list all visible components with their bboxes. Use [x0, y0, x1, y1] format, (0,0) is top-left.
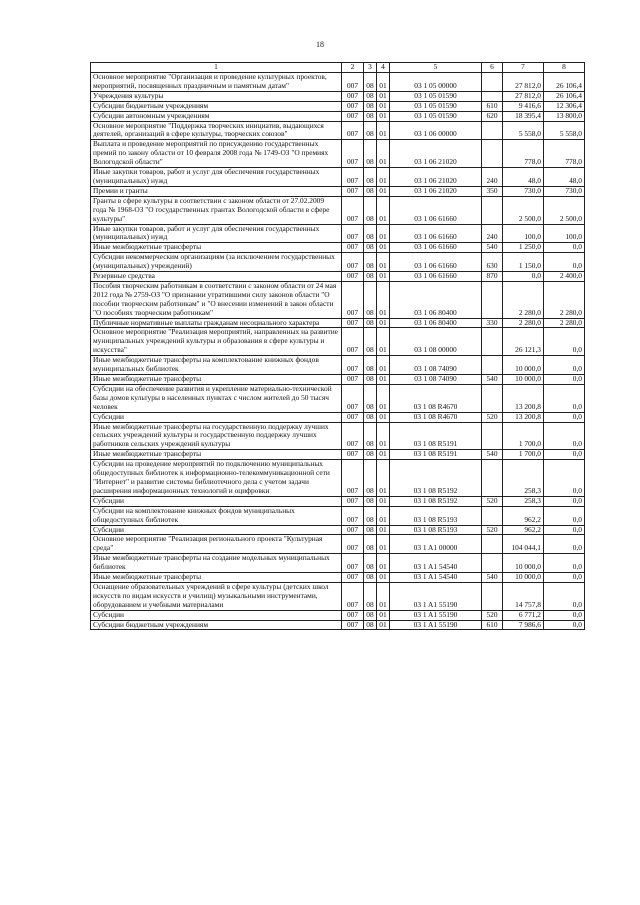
- table-row: [91, 168, 585, 187]
- row-name-cell: Премии и гранты: [91, 186, 342, 196]
- row-name-cell: Субсидии на комплектование книжных фондов муниципальных общедоступных библиотек: [91, 506, 342, 525]
- ministry-code-cell: 007: [342, 356, 364, 375]
- column-header: 4: [377, 63, 390, 73]
- expense-type-cell: 540: [482, 450, 503, 460]
- amount-year2-cell: 0,0: [544, 422, 585, 450]
- expense-type-cell: [482, 73, 503, 92]
- amount-year1-cell: 13 200,8: [503, 384, 544, 412]
- subsection-code-cell: 01: [377, 73, 390, 92]
- table-row: [91, 496, 585, 506]
- subsection-code-cell: 01: [377, 450, 390, 460]
- subsection-code-cell: 01: [377, 375, 390, 385]
- amount-year1-cell: 2 500,0: [503, 196, 544, 224]
- amount-year2-cell: 0,0: [544, 535, 585, 554]
- row-name-cell: Субсидии бюджетным учреждениям: [91, 620, 342, 630]
- section-code-cell: 08: [364, 328, 377, 356]
- section-code-cell: 08: [364, 196, 377, 224]
- amount-year2-cell: 0,0: [544, 356, 585, 375]
- subsection-code-cell: 01: [377, 422, 390, 450]
- expense-type-cell: 540: [482, 573, 503, 583]
- target-article-cell: 03 1 08 74090: [390, 375, 482, 385]
- section-code-cell: 08: [364, 582, 377, 610]
- target-article-cell: 03 1 08 R5191: [390, 422, 482, 450]
- subsection-code-cell: 01: [377, 111, 390, 121]
- subsection-code-cell: 01: [377, 318, 390, 328]
- section-code-cell: 08: [364, 91, 377, 101]
- ministry-code-cell: 007: [342, 186, 364, 196]
- ministry-code-cell: 007: [342, 121, 364, 140]
- subsection-code-cell: 01: [377, 525, 390, 535]
- target-article-cell: 03 1 06 21020: [390, 168, 482, 187]
- subsection-code-cell: 01: [377, 272, 390, 282]
- amount-year1-cell: 1 700,0: [503, 450, 544, 460]
- target-article-cell: 03 1 08 R5193: [390, 506, 482, 525]
- target-article-cell: 03 1 06 00000: [390, 121, 482, 140]
- section-code-cell: 08: [364, 186, 377, 196]
- amount-year2-cell: 0,0: [544, 554, 585, 573]
- amount-year2-cell: 0,0: [544, 620, 585, 630]
- expense-type-cell: 240: [482, 168, 503, 187]
- subsection-code-cell: 01: [377, 412, 390, 422]
- amount-year2-cell: 2 500,0: [544, 196, 585, 224]
- table-row: [91, 328, 585, 356]
- target-article-cell: 03 1 A1 54540: [390, 573, 482, 583]
- amount-year2-cell: 100,0: [544, 224, 585, 243]
- ministry-code-cell: 007: [342, 460, 364, 497]
- column-header: 2: [342, 63, 364, 73]
- amount-year1-cell: 0,0: [503, 272, 544, 282]
- table-row: [91, 318, 585, 328]
- section-code-cell: 08: [364, 243, 377, 253]
- page-number: 18: [316, 40, 324, 49]
- row-name-cell: Субсидии: [91, 496, 342, 506]
- expense-type-cell: 240: [482, 224, 503, 243]
- row-name-cell: Иные закупки товаров, работ и услуг для обеспечения государственных (муниципальных) нужд: [91, 224, 342, 243]
- amount-year1-cell: 2 280,0: [503, 318, 544, 328]
- row-name-cell: Субсидии: [91, 412, 342, 422]
- table-row: [91, 535, 585, 554]
- amount-year1-cell: 48,0: [503, 168, 544, 187]
- table-row: [91, 281, 585, 318]
- target-article-cell: 03 1 06 21020: [390, 140, 482, 168]
- row-name-cell: Учреждения культуры: [91, 91, 342, 101]
- row-name-cell: Основное мероприятие "Поддержка творческих инициатив, выдающихся деятелей, организаций в сфере культуры, творческих союзов": [91, 121, 342, 140]
- expense-type-cell: 630: [482, 253, 503, 272]
- ministry-code-cell: 007: [342, 253, 364, 272]
- amount-year1-cell: 104 044,1: [503, 535, 544, 554]
- ministry-code-cell: 007: [342, 525, 364, 535]
- subsection-code-cell: 01: [377, 573, 390, 583]
- table-row: [91, 506, 585, 525]
- section-code-cell: 08: [364, 620, 377, 630]
- target-article-cell: 03 1 A1 55190: [390, 610, 482, 620]
- amount-year2-cell: 0,0: [544, 375, 585, 385]
- amount-year1-cell: 9 416,6: [503, 101, 544, 111]
- amount-year1-cell: 1 150,0: [503, 253, 544, 272]
- target-article-cell: 03 1 08 R4670: [390, 384, 482, 412]
- column-header: 5: [390, 63, 482, 73]
- table-row: [91, 554, 585, 573]
- amount-year2-cell: 0,0: [544, 384, 585, 412]
- subsection-code-cell: 01: [377, 506, 390, 525]
- table-row: [91, 111, 585, 121]
- subsection-code-cell: 01: [377, 496, 390, 506]
- table-row: [91, 243, 585, 253]
- section-code-cell: 08: [364, 573, 377, 583]
- row-name-cell: Основное мероприятие "Реализация регионального проекта "Культурная среда": [91, 535, 342, 554]
- ministry-code-cell: 007: [342, 140, 364, 168]
- table-row: [91, 121, 585, 140]
- ministry-code-cell: 007: [342, 506, 364, 525]
- row-name-cell: Иные межбюджетные трансферты: [91, 243, 342, 253]
- target-article-cell: 03 1 06 61660: [390, 196, 482, 224]
- ministry-code-cell: 007: [342, 573, 364, 583]
- subsection-code-cell: 01: [377, 620, 390, 630]
- table-row: [91, 460, 585, 497]
- row-name-cell: Основное мероприятие "Реализация мероприятий, направленных на развитие муниципальных учреждений культуры и образования в сфере культуры и искусства": [91, 328, 342, 356]
- table-row: [91, 196, 585, 224]
- ministry-code-cell: 007: [342, 412, 364, 422]
- amount-year2-cell: 0,0: [544, 328, 585, 356]
- table-row: [91, 186, 585, 196]
- amount-year2-cell: 2 400,0: [544, 272, 585, 282]
- row-name-cell: Субсидии: [91, 525, 342, 535]
- amount-year1-cell: 258,3: [503, 460, 544, 497]
- row-name-cell: Иные закупки товаров, работ и услуг для обеспечения государственных (муниципальных) нужд: [91, 168, 342, 187]
- amount-year2-cell: 12 306,4: [544, 101, 585, 111]
- ministry-code-cell: 007: [342, 535, 364, 554]
- target-article-cell: 03 1 08 R5193: [390, 525, 482, 535]
- amount-year2-cell: 730,0: [544, 186, 585, 196]
- amount-year2-cell: 26 106,4: [544, 73, 585, 92]
- section-code-cell: 08: [364, 253, 377, 272]
- amount-year1-cell: 10 000,0: [503, 554, 544, 573]
- ministry-code-cell: 007: [342, 554, 364, 573]
- row-name-cell: Субсидии на обеспечение развития и укрепление материально-технической базы домов культуры в населенных пунктах с числом жителей до 50 тысяч человек: [91, 384, 342, 412]
- target-article-cell: 03 1 A1 54540: [390, 554, 482, 573]
- table-row: [91, 101, 585, 111]
- ministry-code-cell: 007: [342, 496, 364, 506]
- row-name-cell: Иные межбюджетные трансферты на комплектование книжных фондов муниципальных библиотек: [91, 356, 342, 375]
- section-code-cell: 08: [364, 272, 377, 282]
- expense-type-cell: [482, 506, 503, 525]
- expense-type-cell: [482, 582, 503, 610]
- amount-year2-cell: 0,0: [544, 525, 585, 535]
- row-name-cell: Гранты в сфере культуры в соответствии с законом области от 27.02.2009 года № 1968-ОЗ "О государственных грантах Вологодской области в сфере культуры": [91, 196, 342, 224]
- expense-type-cell: [482, 460, 503, 497]
- expense-type-cell: 350: [482, 186, 503, 196]
- subsection-code-cell: 01: [377, 186, 390, 196]
- amount-year1-cell: 27 812,0: [503, 91, 544, 101]
- section-code-cell: 08: [364, 121, 377, 140]
- subsection-code-cell: 01: [377, 121, 390, 140]
- row-name-cell: Субсидии автономным учреждениям: [91, 111, 342, 121]
- column-header: 7: [503, 63, 544, 73]
- section-code-cell: 08: [364, 422, 377, 450]
- expense-type-cell: [482, 356, 503, 375]
- target-article-cell: 03 1 08 00000: [390, 328, 482, 356]
- amount-year2-cell: 0,0: [544, 450, 585, 460]
- section-code-cell: 08: [364, 356, 377, 375]
- table-row: [91, 620, 585, 630]
- amount-year2-cell: 0,0: [544, 496, 585, 506]
- expense-type-cell: [482, 281, 503, 318]
- target-article-cell: 03 1 A1 55190: [390, 582, 482, 610]
- column-number-header-row: [91, 63, 585, 73]
- ministry-code-cell: 007: [342, 384, 364, 412]
- section-code-cell: 08: [364, 140, 377, 168]
- ministry-code-cell: 007: [342, 111, 364, 121]
- row-name-cell: Резервные средства: [91, 272, 342, 282]
- amount-year2-cell: 26 106,4: [544, 91, 585, 101]
- expense-type-cell: 540: [482, 375, 503, 385]
- amount-year2-cell: 48,0: [544, 168, 585, 187]
- ministry-code-cell: 007: [342, 620, 364, 630]
- expense-type-cell: 610: [482, 620, 503, 630]
- amount-year2-cell: 778,0: [544, 140, 585, 168]
- amount-year1-cell: 6 771,2: [503, 610, 544, 620]
- section-code-cell: 08: [364, 375, 377, 385]
- subsection-code-cell: 01: [377, 535, 390, 554]
- ministry-code-cell: 007: [342, 582, 364, 610]
- subsection-code-cell: 01: [377, 101, 390, 111]
- amount-year1-cell: 1 250,0: [503, 243, 544, 253]
- subsection-code-cell: 01: [377, 356, 390, 375]
- amount-year1-cell: 18 395,4: [503, 111, 544, 121]
- target-article-cell: 03 1 06 80400: [390, 281, 482, 318]
- target-article-cell: 03 1 06 61660: [390, 243, 482, 253]
- expense-type-cell: [482, 121, 503, 140]
- ministry-code-cell: 007: [342, 196, 364, 224]
- amount-year2-cell: 0,0: [544, 610, 585, 620]
- amount-year1-cell: 258,3: [503, 496, 544, 506]
- table-row: [91, 450, 585, 460]
- ministry-code-cell: 007: [342, 375, 364, 385]
- target-article-cell: 03 1 08 R5192: [390, 460, 482, 497]
- row-name-cell: Субсидии: [91, 610, 342, 620]
- section-code-cell: 08: [364, 554, 377, 573]
- section-code-cell: 08: [364, 525, 377, 535]
- section-code-cell: 08: [364, 450, 377, 460]
- amount-year1-cell: 962,2: [503, 506, 544, 525]
- row-name-cell: Иные межбюджетные трансферты: [91, 573, 342, 583]
- amount-year2-cell: 0,0: [544, 253, 585, 272]
- amount-year1-cell: 13 200,8: [503, 412, 544, 422]
- target-article-cell: 03 1 06 80400: [390, 318, 482, 328]
- amount-year2-cell: 2 280,0: [544, 318, 585, 328]
- table-row: [91, 422, 585, 450]
- subsection-code-cell: 01: [377, 224, 390, 243]
- expense-type-cell: 610: [482, 101, 503, 111]
- ministry-code-cell: 007: [342, 328, 364, 356]
- amount-year2-cell: 2 280,0: [544, 281, 585, 318]
- table-row: [91, 253, 585, 272]
- expense-type-cell: [482, 140, 503, 168]
- table-row: [91, 582, 585, 610]
- target-article-cell: 03 1 05 01590: [390, 91, 482, 101]
- amount-year2-cell: 0,0: [544, 412, 585, 422]
- amount-year2-cell: 0,0: [544, 506, 585, 525]
- amount-year1-cell: 14 757,8: [503, 582, 544, 610]
- column-header: 3: [364, 63, 377, 73]
- expense-type-cell: 620: [482, 111, 503, 121]
- section-code-cell: 08: [364, 460, 377, 497]
- subsection-code-cell: 01: [377, 243, 390, 253]
- amount-year2-cell: 0,0: [544, 573, 585, 583]
- section-code-cell: 08: [364, 168, 377, 187]
- ministry-code-cell: 007: [342, 224, 364, 243]
- target-article-cell: 03 1 05 01590: [390, 111, 482, 121]
- table-row: [91, 384, 585, 412]
- ministry-code-cell: 007: [342, 318, 364, 328]
- ministry-code-cell: 007: [342, 272, 364, 282]
- subsection-code-cell: 01: [377, 582, 390, 610]
- subsection-code-cell: 01: [377, 328, 390, 356]
- expense-type-cell: 520: [482, 610, 503, 620]
- expense-type-cell: [482, 91, 503, 101]
- expense-type-cell: 330: [482, 318, 503, 328]
- table-row: [91, 356, 585, 375]
- row-name-cell: Основное мероприятие "Организация и проведение культурных проектов, мероприятий, посвященных праздничным и памятным датам": [91, 73, 342, 92]
- target-article-cell: 03 1 06 61660: [390, 224, 482, 243]
- ministry-code-cell: 007: [342, 168, 364, 187]
- row-name-cell: Иные межбюджетные трансферты на государственную поддержку лучших сельских учреждений культуры и государственную поддержку лучших работников сельских учреждений культуры: [91, 422, 342, 450]
- expense-type-cell: 520: [482, 525, 503, 535]
- target-article-cell: 03 1 08 R4670: [390, 412, 482, 422]
- table-row: [91, 73, 585, 92]
- row-name-cell: Публичные нормативные выплаты гражданам несоциального характера: [91, 318, 342, 328]
- table-row: [91, 272, 585, 282]
- row-name-cell: Пособия творческим работникам в соответствии с законом области от 24 мая 2012 года № 2759-ОЗ "О признании утратившими силу законов области "О пособии творческим работникам" и "О внесении изменений в закон области "О пособиях творческим работникам": [91, 281, 342, 318]
- table-row: [91, 412, 585, 422]
- section-code-cell: 08: [364, 73, 377, 92]
- target-article-cell: 03 1 05 01590: [390, 101, 482, 111]
- subsection-code-cell: 01: [377, 610, 390, 620]
- ministry-code-cell: 007: [342, 422, 364, 450]
- subsection-code-cell: 01: [377, 168, 390, 187]
- expense-type-cell: [482, 328, 503, 356]
- amount-year1-cell: 5 558,0: [503, 121, 544, 140]
- amount-year2-cell: 0,0: [544, 460, 585, 497]
- amount-year1-cell: 778,0: [503, 140, 544, 168]
- target-article-cell: 03 1 08 R5191: [390, 450, 482, 460]
- amount-year1-cell: 1 700,0: [503, 422, 544, 450]
- subsection-code-cell: 01: [377, 91, 390, 101]
- target-article-cell: 03 1 06 61660: [390, 272, 482, 282]
- amount-year1-cell: 10 000,0: [503, 375, 544, 385]
- amount-year1-cell: 7 986,6: [503, 620, 544, 630]
- target-article-cell: 03 1 A1 00000: [390, 535, 482, 554]
- section-code-cell: 08: [364, 535, 377, 554]
- table-row: [91, 140, 585, 168]
- amount-year1-cell: 10 000,0: [503, 356, 544, 375]
- row-name-cell: Иные межбюджетные трансферты: [91, 375, 342, 385]
- section-code-cell: 08: [364, 101, 377, 111]
- row-name-cell: Иные межбюджетные трансферты на создание модельных муниципальных библиотек: [91, 554, 342, 573]
- ministry-code-cell: 007: [342, 610, 364, 620]
- table-row: [91, 91, 585, 101]
- amount-year1-cell: 10 000,0: [503, 573, 544, 583]
- amount-year1-cell: 730,0: [503, 186, 544, 196]
- amount-year2-cell: 5 558,0: [544, 121, 585, 140]
- table-row: [91, 224, 585, 243]
- section-code-cell: 08: [364, 224, 377, 243]
- table-row: [91, 610, 585, 620]
- row-name-cell: Иные межбюджетные трансферты: [91, 450, 342, 460]
- amount-year1-cell: 962,2: [503, 525, 544, 535]
- amount-year1-cell: 26 121,3: [503, 328, 544, 356]
- target-article-cell: 03 1 08 R5192: [390, 496, 482, 506]
- subsection-code-cell: 01: [377, 196, 390, 224]
- expense-type-cell: 540: [482, 243, 503, 253]
- subsection-code-cell: 01: [377, 253, 390, 272]
- ministry-code-cell: 007: [342, 91, 364, 101]
- section-code-cell: 08: [364, 412, 377, 422]
- section-code-cell: 08: [364, 281, 377, 318]
- section-code-cell: 08: [364, 496, 377, 506]
- section-code-cell: 08: [364, 506, 377, 525]
- ministry-code-cell: 007: [342, 281, 364, 318]
- target-article-cell: 03 1 08 74090: [390, 356, 482, 375]
- amount-year1-cell: 27 812,0: [503, 73, 544, 92]
- column-header: 1: [91, 63, 342, 73]
- subsection-code-cell: 01: [377, 384, 390, 412]
- subsection-code-cell: 01: [377, 281, 390, 318]
- expense-type-cell: [482, 554, 503, 573]
- amount-year1-cell: 2 280,0: [503, 281, 544, 318]
- subsection-code-cell: 01: [377, 140, 390, 168]
- table-row: [91, 573, 585, 583]
- row-name-cell: Субсидии бюджетным учреждениям: [91, 101, 342, 111]
- expense-type-cell: 520: [482, 412, 503, 422]
- target-article-cell: 03 1 06 21020: [390, 186, 482, 196]
- subsection-code-cell: 01: [377, 554, 390, 573]
- row-name-cell: Выплата и проведение мероприятий по присуждению государственных премий по закону области от 10 февраля 2008 года № 1749-ОЗ "О премиях Вологодской области": [91, 140, 342, 168]
- target-article-cell: 03 1 05 00000: [390, 73, 482, 92]
- target-article-cell: 03 1 06 61660: [390, 253, 482, 272]
- ministry-code-cell: 007: [342, 450, 364, 460]
- expense-type-cell: [482, 422, 503, 450]
- amount-year1-cell: 100,0: [503, 224, 544, 243]
- budget-table: [90, 62, 585, 630]
- ministry-code-cell: 007: [342, 73, 364, 92]
- section-code-cell: 08: [364, 610, 377, 620]
- expense-type-cell: 520: [482, 496, 503, 506]
- ministry-code-cell: 007: [342, 243, 364, 253]
- column-header: 6: [482, 63, 503, 73]
- row-name-cell: Субсидии некоммерческим организациям (за исключением государственных (муниципальных) учреждений): [91, 253, 342, 272]
- table-row: [91, 375, 585, 385]
- expense-type-cell: [482, 384, 503, 412]
- row-name-cell: Субсидии на проведение мероприятий по подключению муниципальных общедоступных библиотек к информационно-телекоммуникационной сети "Интернет" и развитие системы библиотечного дела с учетом задачи расширения информационных технологий и оцифровки: [91, 460, 342, 497]
- expense-type-cell: 870: [482, 272, 503, 282]
- section-code-cell: 08: [364, 384, 377, 412]
- subsection-code-cell: 01: [377, 460, 390, 497]
- amount-year2-cell: 0,0: [544, 243, 585, 253]
- ministry-code-cell: 007: [342, 101, 364, 111]
- section-code-cell: 08: [364, 111, 377, 121]
- amount-year2-cell: 13 800,0: [544, 111, 585, 121]
- table-row: [91, 525, 585, 535]
- target-article-cell: 03 1 A1 55190: [390, 620, 482, 630]
- amount-year2-cell: 0,0: [544, 582, 585, 610]
- section-code-cell: 08: [364, 318, 377, 328]
- row-name-cell: Оснащение образовательных учреждений в сфере культуры (детских школ искусств по видам искусств и училищ) музыкальными инструментами, оборудованием и учебными материалами: [91, 582, 342, 610]
- column-header: 8: [544, 63, 585, 73]
- expense-type-cell: [482, 196, 503, 224]
- expense-type-cell: [482, 535, 503, 554]
